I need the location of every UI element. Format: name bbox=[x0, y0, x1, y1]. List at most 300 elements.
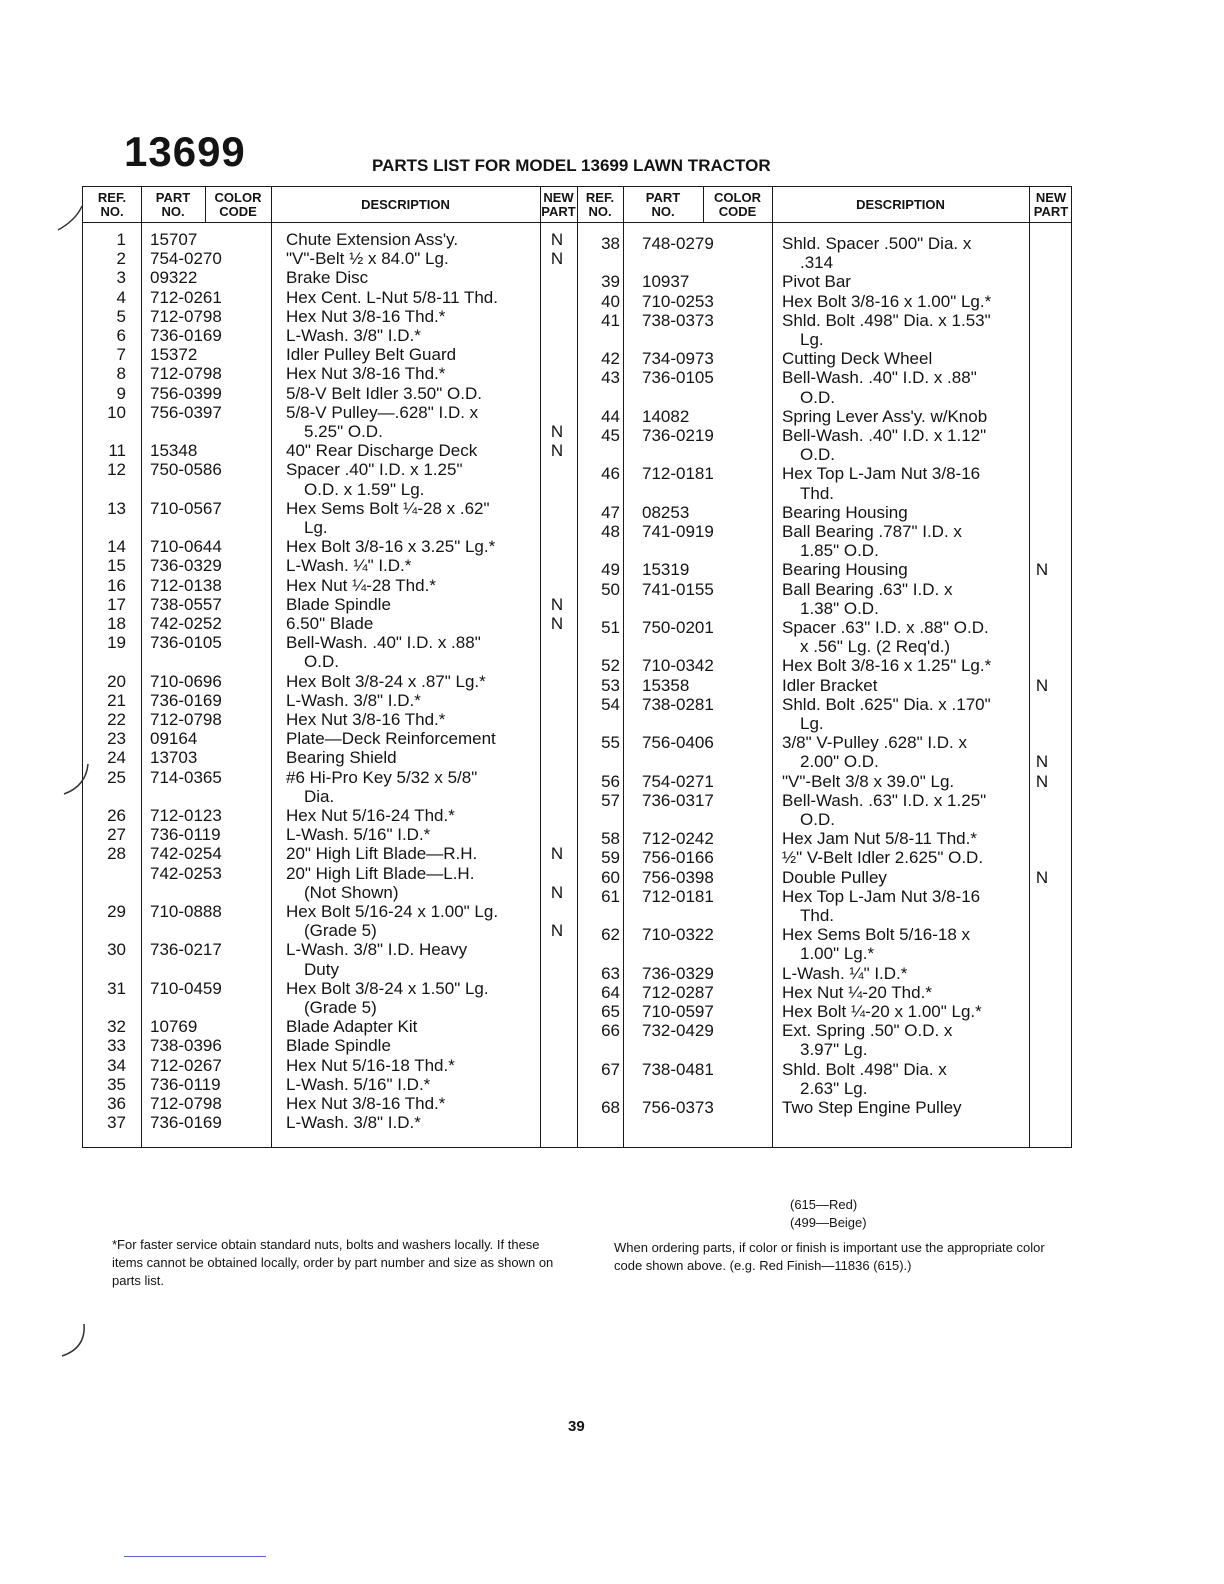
ref-number: 56 bbox=[601, 771, 620, 791]
part-number: 736-0217 bbox=[150, 940, 222, 960]
table-row bbox=[576, 522, 1072, 541]
header-color-code-right: COLOR CODE bbox=[714, 189, 761, 219]
ref-number: 15 bbox=[107, 556, 126, 576]
part-number: 736-0329 bbox=[150, 556, 222, 576]
part-number: 756-0398 bbox=[642, 867, 714, 887]
part-description: Thd. bbox=[800, 483, 835, 503]
ref-number: 21 bbox=[107, 690, 126, 710]
ref-number: 1 bbox=[116, 230, 126, 249]
table-row bbox=[82, 710, 576, 729]
new-part-flag: N bbox=[1035, 771, 1049, 791]
part-number: 756-0166 bbox=[642, 848, 714, 868]
part-description: 5/8-V Belt Idler 3.50" O.D. bbox=[286, 383, 482, 403]
table-row bbox=[82, 441, 576, 460]
ref-number: 18 bbox=[107, 614, 126, 633]
part-number: 736-0119 bbox=[150, 1074, 221, 1094]
part-number: 736-0169 bbox=[150, 690, 222, 710]
part-description: Bell-Wash. .40" I.D. x .88" bbox=[286, 633, 481, 653]
new-part-flag: N bbox=[550, 249, 564, 269]
table-row bbox=[576, 733, 1072, 752]
header-part-no-right: PART NO. bbox=[645, 189, 681, 219]
table-row bbox=[82, 576, 576, 595]
part-number: 15348 bbox=[150, 441, 198, 461]
part-number: 710-0459 bbox=[150, 978, 222, 998]
ref-number: 43 bbox=[601, 368, 620, 388]
part-number: 736-0219 bbox=[642, 426, 714, 445]
part-number: 710-0696 bbox=[150, 671, 222, 691]
page-title: PARTS LIST FOR MODEL 13699 LAWN TRACTOR bbox=[372, 156, 771, 175]
part-description: Double Pulley bbox=[782, 867, 887, 887]
table-row bbox=[576, 868, 1072, 887]
part-number: 754-0270 bbox=[150, 249, 222, 269]
table-row bbox=[82, 921, 576, 940]
part-description: Ball Bearing .787" I.D. x bbox=[782, 522, 962, 541]
part-description: Ball Bearing .63" I.D. x bbox=[782, 579, 953, 599]
new-part-flag: N bbox=[1035, 560, 1049, 580]
part-number: 734-0973 bbox=[642, 349, 714, 369]
table-row bbox=[82, 1094, 576, 1113]
ref-number: 25 bbox=[107, 767, 126, 787]
part-description: Spacer .40" I.D. x 1.25" bbox=[286, 460, 463, 480]
table-row bbox=[576, 599, 1072, 618]
table-row bbox=[576, 791, 1072, 810]
part-number: 712-0287 bbox=[642, 982, 714, 1002]
table-row bbox=[576, 407, 1072, 426]
page-number: 39 bbox=[568, 1418, 585, 1435]
part-description: "V"-Belt ½ x 84.0" Lg. bbox=[286, 249, 449, 269]
part-description: Bearing Housing bbox=[782, 560, 908, 580]
table-row bbox=[576, 1060, 1072, 1079]
ref-number: 57 bbox=[601, 790, 620, 810]
table-row bbox=[82, 806, 576, 825]
table-row bbox=[576, 464, 1072, 483]
part-description: O.D. bbox=[800, 445, 835, 465]
part-description: Lg. bbox=[800, 330, 824, 349]
table-row bbox=[576, 772, 1072, 791]
ref-number: 60 bbox=[601, 867, 620, 887]
part-number: 748-0279 bbox=[642, 234, 714, 253]
part-description: Chute Extension Ass'y. bbox=[286, 230, 459, 249]
table-row bbox=[82, 1056, 576, 1075]
part-description: Brake Disc bbox=[286, 268, 369, 288]
part-number: 712-0267 bbox=[150, 1055, 222, 1075]
part-number: 712-0181 bbox=[642, 886, 714, 906]
part-description: ½" V-Belt Idler 2.625" O.D. bbox=[782, 848, 984, 868]
ref-number: 30 bbox=[107, 940, 126, 960]
table-row bbox=[576, 983, 1072, 1002]
part-number: 714-0365 bbox=[150, 767, 222, 787]
part-number: 712-0798 bbox=[150, 306, 222, 326]
part-description: Hex Nut ¼-20 Thd.* bbox=[782, 982, 932, 1002]
part-description: Lg. bbox=[800, 714, 824, 733]
part-number: 712-0138 bbox=[150, 575, 222, 595]
part-description: Hex Bolt ¼-20 x 1.00" Lg.* bbox=[782, 1002, 982, 1021]
part-description: 2.00" O.D. bbox=[800, 752, 879, 772]
header-part-no: PART NO. bbox=[155, 189, 191, 219]
table-row bbox=[82, 652, 576, 671]
footnote-hardware: *For faster service obtain standard nuts, bolts and washers locally. If these items cannot be obtained locally, order by part number and size as shown on parts list. bbox=[112, 1237, 554, 1288]
ref-number: 11 bbox=[108, 441, 126, 461]
table-row bbox=[82, 825, 576, 844]
ref-number: 17 bbox=[107, 594, 126, 614]
part-number: 710-0888 bbox=[150, 902, 222, 921]
table-row bbox=[82, 614, 576, 633]
table-row bbox=[576, 887, 1072, 906]
part-number: 14082 bbox=[642, 406, 690, 426]
part-description: O.D. bbox=[304, 652, 339, 672]
part-description: 2.63" Lg. bbox=[800, 1078, 868, 1098]
table-row bbox=[576, 829, 1072, 848]
part-description: L-Wash. 3/8" I.D. Heavy bbox=[286, 940, 468, 960]
ref-number: 53 bbox=[601, 675, 620, 695]
part-number: 710-0253 bbox=[642, 291, 714, 311]
part-description: Shld. Bolt .625" Dia. x .170" bbox=[782, 694, 991, 714]
new-part-flag: N bbox=[1035, 675, 1049, 695]
color-code-legend bbox=[790, 1196, 867, 1232]
part-description: Blade Spindle bbox=[286, 594, 391, 614]
ref-number: 51 bbox=[601, 618, 620, 637]
ref-number: 59 bbox=[601, 848, 620, 868]
color-code-red: (615—Red) bbox=[790, 1197, 858, 1212]
part-description: Hex Top L-Jam Nut 3/8-16 bbox=[782, 886, 981, 906]
ref-number: 35 bbox=[107, 1074, 126, 1094]
part-number: 10769 bbox=[150, 1017, 198, 1037]
part-number: 738-0481 bbox=[642, 1059, 714, 1079]
table-row bbox=[82, 556, 576, 575]
part-description: Duty bbox=[304, 959, 339, 979]
part-description: Bell-Wash. .40" I.D. x .88" bbox=[782, 368, 977, 388]
ref-number: 26 bbox=[107, 806, 126, 825]
ref-number: 23 bbox=[107, 729, 126, 749]
part-description: x .56" Lg. (2 Req'd.) bbox=[800, 637, 951, 657]
table-row bbox=[82, 1075, 576, 1094]
part-description: Hex Jam Nut 5/8-11 Thd.* bbox=[782, 829, 977, 849]
ref-number: 50 bbox=[601, 579, 620, 599]
ref-number: 5 bbox=[116, 306, 126, 326]
part-description: Hex Bolt 3/8-16 x 1.25" Lg.* bbox=[782, 656, 992, 676]
ref-number: 62 bbox=[601, 925, 620, 945]
ref-number: 32 bbox=[107, 1017, 126, 1037]
ref-number: 28 bbox=[107, 844, 126, 864]
ref-number: 36 bbox=[107, 1094, 126, 1113]
ref-number: 29 bbox=[107, 902, 126, 921]
part-number: 736-0169 bbox=[150, 1113, 222, 1133]
part-description: 3/8" V-Pulley .628" I.D. x bbox=[782, 733, 967, 753]
part-number: 750-0201 bbox=[642, 618, 714, 637]
part-description: 1.00" Lg.* bbox=[800, 944, 875, 964]
ref-number: 31 bbox=[107, 978, 126, 998]
part-description: Thd. bbox=[800, 906, 835, 925]
table-row bbox=[576, 1040, 1072, 1059]
ref-number: 47 bbox=[601, 502, 620, 522]
table-row bbox=[576, 445, 1072, 464]
new-part-flag: N bbox=[550, 422, 564, 441]
ref-number: 7 bbox=[116, 345, 126, 365]
table-row bbox=[576, 388, 1072, 407]
ref-number: 41 bbox=[601, 310, 620, 330]
table-row bbox=[82, 403, 576, 422]
part-description: Idler Pulley Belt Guard bbox=[286, 345, 457, 365]
table-row bbox=[576, 1098, 1072, 1117]
new-part-flag: N bbox=[550, 594, 564, 614]
table-row bbox=[576, 560, 1072, 579]
table-row bbox=[82, 633, 576, 652]
part-description: Hex Nut ¼-28 Thd.* bbox=[286, 575, 436, 595]
part-description: Spring Lever Ass'y. w/Knob bbox=[782, 406, 988, 426]
table-row bbox=[82, 979, 576, 998]
part-description: Shld. Bolt .498" Dia. x 1.53" bbox=[782, 310, 991, 330]
part-number: 736-0169 bbox=[150, 326, 222, 345]
part-description: Bearing Shield bbox=[286, 748, 397, 768]
ref-number: 22 bbox=[107, 710, 126, 729]
new-part-flag: N bbox=[550, 441, 564, 461]
ref-number: 37 bbox=[107, 1113, 126, 1133]
part-number: 741-0155 bbox=[642, 579, 714, 599]
part-number: 736-0105 bbox=[642, 368, 714, 388]
table-row bbox=[82, 960, 576, 979]
part-description: L-Wash. 3/8" I.D.* bbox=[286, 690, 421, 710]
ref-number: 42 bbox=[601, 349, 620, 369]
ref-number: 12 bbox=[107, 460, 126, 480]
table-row bbox=[576, 676, 1072, 695]
table-row bbox=[82, 518, 576, 537]
table-row bbox=[82, 691, 576, 710]
table-row bbox=[82, 460, 576, 479]
header-description: DESCRIPTION bbox=[361, 196, 450, 212]
ref-number: 58 bbox=[601, 829, 620, 849]
part-number: 736-0329 bbox=[642, 963, 714, 983]
table-row bbox=[82, 729, 576, 748]
table-row bbox=[82, 1036, 576, 1055]
table-row bbox=[82, 384, 576, 403]
table-row bbox=[576, 714, 1072, 733]
ref-number: 39 bbox=[601, 272, 620, 292]
table-row bbox=[576, 752, 1072, 771]
table-row bbox=[576, 848, 1072, 867]
part-number: 736-0317 bbox=[642, 790, 714, 810]
part-description: 20" High Lift Blade—R.H. bbox=[286, 844, 478, 864]
table-row bbox=[82, 326, 576, 345]
ref-number: 3 bbox=[116, 268, 126, 288]
ref-number: 2 bbox=[116, 249, 126, 269]
part-number: 738-0281 bbox=[642, 694, 714, 714]
part-number: 710-0342 bbox=[642, 656, 714, 676]
part-description: #6 Hi-Pro Key 5/32 x 5/8" bbox=[286, 767, 478, 787]
part-description: 1.85" O.D. bbox=[800, 541, 879, 561]
table-row bbox=[82, 230, 576, 249]
scan-mark-bottom-left bbox=[56, 1318, 96, 1368]
header-ref-no: REF. NO. bbox=[97, 189, 127, 219]
table-row bbox=[82, 480, 576, 499]
part-description: L-Wash. ¼" I.D.* bbox=[286, 556, 412, 576]
part-description: 5/8-V Pulley—.628" I.D. x bbox=[286, 402, 479, 422]
part-number: 15319 bbox=[642, 560, 690, 580]
part-description: Bell-Wash. .40" I.D. x 1.12" bbox=[782, 426, 987, 445]
part-number: 15358 bbox=[642, 675, 690, 695]
ref-number: 46 bbox=[601, 464, 620, 484]
new-part-flag: N bbox=[550, 844, 564, 864]
table-row bbox=[576, 368, 1072, 387]
ref-number: 64 bbox=[601, 982, 620, 1002]
table-row bbox=[576, 1079, 1072, 1098]
table-row bbox=[576, 810, 1072, 829]
part-description: Hex Bolt 5/16-24 x 1.00" Lg. bbox=[286, 902, 499, 921]
table-row bbox=[82, 537, 576, 556]
ref-number: 63 bbox=[601, 963, 620, 983]
part-description: O.D. bbox=[800, 387, 835, 407]
new-part-flag: N bbox=[1035, 867, 1049, 887]
table-row bbox=[576, 349, 1072, 368]
part-description: "V"-Belt 3/8 x 39.0" Lg. bbox=[782, 771, 955, 791]
part-description: L-Wash. 3/8" I.D.* bbox=[286, 1113, 421, 1133]
table-row bbox=[576, 426, 1072, 445]
table-row bbox=[82, 288, 576, 307]
part-description: Spacer .63" I.D. x .88" O.D. bbox=[782, 618, 989, 637]
part-description: Bell-Wash. .63" I.D. x 1.25" bbox=[782, 790, 987, 810]
table-row bbox=[82, 844, 576, 863]
part-number: 742-0252 bbox=[150, 614, 222, 633]
part-description: L-Wash. ¼" I.D.* bbox=[782, 963, 908, 983]
ref-number: 68 bbox=[601, 1098, 620, 1117]
part-number: 15707 bbox=[150, 230, 198, 249]
part-description: 6.50" Blade bbox=[286, 614, 374, 633]
part-description: Hex Nut 3/8-16 Thd.* bbox=[286, 710, 446, 729]
part-description: O.D. bbox=[800, 810, 835, 829]
table-row bbox=[82, 748, 576, 767]
color-code-beige: (499—Beige) bbox=[790, 1215, 867, 1230]
table-row bbox=[82, 422, 576, 441]
part-number: 15372 bbox=[150, 345, 198, 365]
part-description: .314 bbox=[800, 253, 834, 273]
ref-number: 38 bbox=[601, 234, 620, 253]
ref-number: 8 bbox=[116, 364, 126, 384]
part-description: Hex Nut 3/8-16 Thd.* bbox=[286, 1094, 446, 1113]
table-row bbox=[576, 253, 1072, 272]
table-row bbox=[82, 672, 576, 691]
ref-number: 40 bbox=[601, 291, 620, 311]
table-row bbox=[82, 902, 576, 921]
table-row bbox=[576, 234, 1072, 253]
table-row bbox=[82, 883, 576, 902]
table-row bbox=[576, 925, 1072, 944]
part-description: Shld. Bolt .498" Dia. x bbox=[782, 1059, 947, 1079]
part-number: 756-0406 bbox=[642, 733, 714, 753]
part-description: 3.97" Lg. bbox=[800, 1040, 868, 1060]
new-part-flag: N bbox=[550, 230, 564, 249]
part-description: 5.25" O.D. bbox=[304, 422, 383, 441]
part-number: 712-0242 bbox=[642, 829, 714, 849]
part-description: Hex Nut 3/8-16 Thd.* bbox=[286, 364, 446, 384]
part-number: 710-0597 bbox=[642, 1002, 714, 1021]
part-description: Hex Nut 3/8-16 Thd.* bbox=[286, 306, 446, 326]
ref-number: 49 bbox=[601, 560, 620, 580]
ref-number: 13 bbox=[107, 498, 126, 518]
part-description: Two Step Engine Pulley bbox=[782, 1098, 962, 1117]
ref-number: 33 bbox=[107, 1036, 126, 1056]
part-number: 712-0798 bbox=[150, 710, 222, 729]
ref-number: 14 bbox=[107, 537, 126, 557]
ref-number: 10 bbox=[107, 402, 126, 422]
part-description: 1.38" O.D. bbox=[800, 598, 879, 618]
part-description: (Grade 5) bbox=[304, 921, 377, 941]
table-row bbox=[82, 345, 576, 364]
table-row bbox=[576, 580, 1072, 599]
part-number: 738-0557 bbox=[150, 594, 222, 614]
part-description: Dia. bbox=[304, 786, 335, 806]
part-number: 756-0373 bbox=[642, 1098, 714, 1117]
part-description: Hex Nut 5/16-18 Thd.* bbox=[286, 1055, 455, 1075]
part-description: Pivot Bar bbox=[782, 272, 851, 292]
part-description: Ext. Spring .50" O.D. x bbox=[782, 1021, 953, 1041]
table-row bbox=[576, 311, 1072, 330]
new-part-flag: N bbox=[1035, 752, 1049, 772]
new-part-flag: N bbox=[550, 614, 564, 633]
table-row bbox=[576, 541, 1072, 560]
part-number: 736-0119 bbox=[150, 825, 221, 845]
header-description-right: DESCRIPTION bbox=[856, 196, 945, 212]
part-description: O.D. x 1.59" Lg. bbox=[304, 479, 425, 499]
part-description: Blade Spindle bbox=[286, 1036, 391, 1056]
table-row bbox=[82, 499, 576, 518]
table-row bbox=[82, 307, 576, 326]
ref-number: 16 bbox=[107, 575, 126, 595]
table-row bbox=[576, 1021, 1072, 1040]
table-row bbox=[576, 272, 1072, 291]
ref-number: 27 bbox=[107, 825, 126, 845]
table-row bbox=[576, 906, 1072, 925]
part-description: Hex Top L-Jam Nut 3/8-16 bbox=[782, 464, 981, 484]
part-description: Shld. Spacer .500" Dia. x bbox=[782, 234, 972, 253]
new-part-flag: N bbox=[550, 921, 564, 941]
part-number: 712-0798 bbox=[150, 1094, 222, 1113]
part-number: 710-0567 bbox=[150, 498, 222, 518]
part-number: 09164 bbox=[150, 729, 198, 749]
part-description: Blade Adapter Kit bbox=[286, 1017, 418, 1037]
ref-number: 20 bbox=[107, 671, 126, 691]
header-new-part-right: NEW PART bbox=[1033, 189, 1069, 219]
part-number: 741-0919 bbox=[642, 522, 714, 541]
part-number: 13703 bbox=[150, 748, 198, 768]
table-row bbox=[576, 944, 1072, 963]
table-row bbox=[82, 1017, 576, 1036]
part-number: 710-0644 bbox=[150, 537, 222, 557]
part-description: Hex Sems Bolt 5/16-18 x bbox=[782, 925, 971, 945]
part-description: Hex Bolt 3/8-24 x .87" Lg.* bbox=[286, 671, 486, 691]
part-description: (Grade 5) bbox=[304, 998, 377, 1017]
part-number: 754-0271 bbox=[642, 771, 714, 791]
header-ref-no-right: REF. NO. bbox=[585, 189, 615, 219]
table-row bbox=[576, 618, 1072, 637]
ref-number: 67 bbox=[601, 1059, 620, 1079]
ref-number: 44 bbox=[601, 406, 620, 426]
new-part-flag: N bbox=[550, 882, 564, 902]
table-row bbox=[82, 1113, 576, 1132]
part-number: 738-0373 bbox=[642, 310, 714, 330]
ref-number: 66 bbox=[601, 1021, 620, 1041]
model-number: 13699 bbox=[124, 128, 246, 175]
part-number: 712-0181 bbox=[642, 464, 714, 484]
part-number: 712-0798 bbox=[150, 364, 222, 384]
ref-number: 4 bbox=[116, 287, 126, 307]
ref-number: 24 bbox=[107, 748, 126, 768]
part-number: 736-0105 bbox=[150, 633, 222, 653]
table-row bbox=[576, 964, 1072, 983]
scan-mark-middle-left bbox=[58, 756, 98, 806]
header-new-part: NEW PART bbox=[541, 189, 576, 219]
footnote-color-ordering: When ordering parts, if color or finish is important use the appropriate color code shown above. (e.g. Red Finish—11836 (615).) bbox=[614, 1240, 1045, 1273]
part-description: Cutting Deck Wheel bbox=[782, 349, 933, 369]
table-row bbox=[576, 503, 1072, 522]
